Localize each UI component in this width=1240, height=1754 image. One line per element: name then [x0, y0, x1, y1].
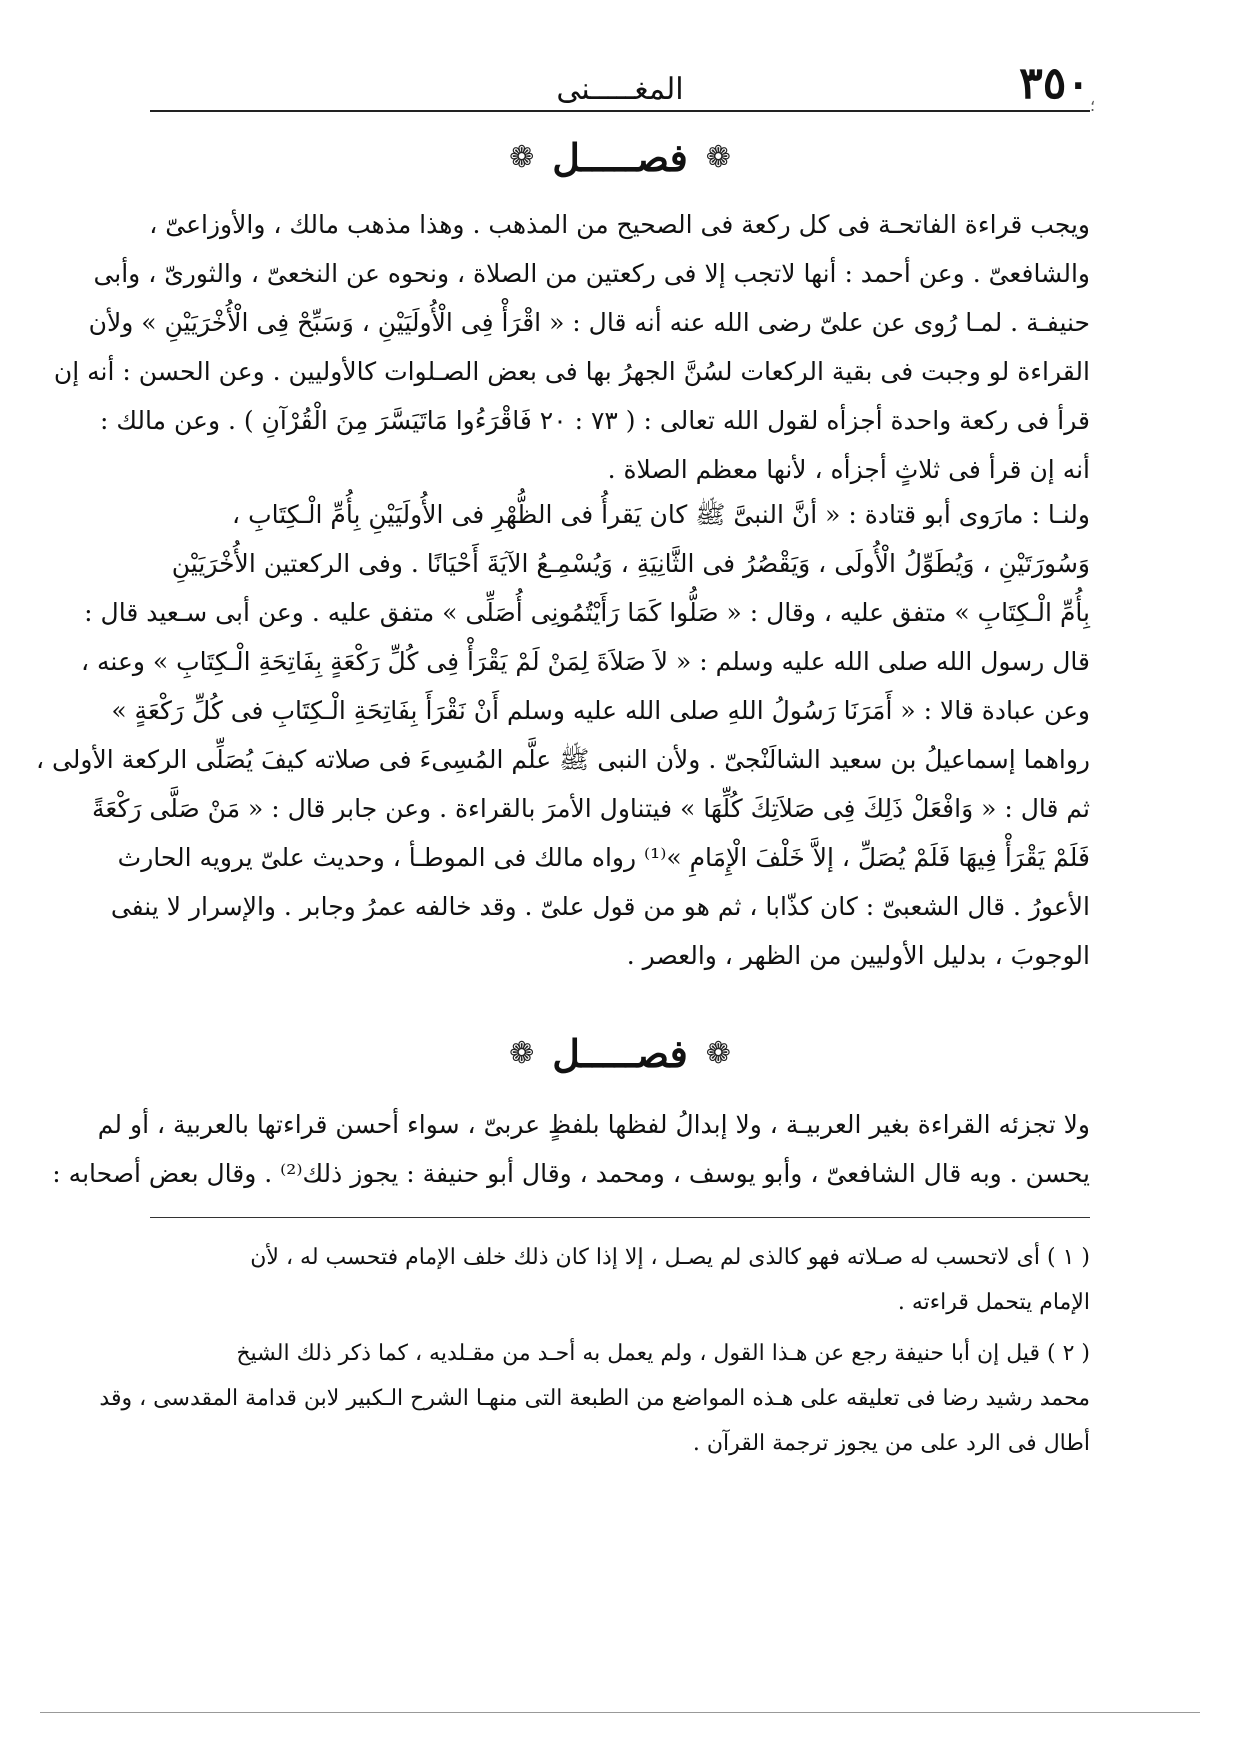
text-line: قرأ فى ركعة واحدة أجزأه لقول الله تعالى : ( ٧٣ : ٢٠ فَاقْرَءُوا مَاتَيَسَّرَ مِنَ الْقُرْآنِ ) . وعن مالك : — [99, 406, 1090, 435]
footnote-line: ( ١ ) أى لاتحسب له صـلاته فهو كالذى لم يصـل ، إلا إذا كان ذلك خلف الإمام فتحسب له ، لأن — [250, 1245, 1090, 1270]
text-line: وعن عبادة قالا : « أَمَرَنَا رَسُولُ اللهِ صلى الله عليه وسلم أَنْ نَقْرَأَ بِفَاتِحَةِ الْـكِتَابِ فى كُلِّ رَكْعَةٍ » — [111, 696, 1090, 725]
ornament-icon: ❁ — [705, 139, 731, 175]
footnote-line: ( ٢ ) قيل إن أبا حنيفة رجع عن هـذا القول ، ولم يعمل به أحـد من مقـلديه ، كما ذكر ذلك الشيخ — [236, 1341, 1090, 1366]
footnote-rule — [150, 1217, 1090, 1218]
section-heading-text: فصـــــل — [552, 134, 688, 180]
footnote-line: محمد رشيد رضا فى تعليقه على هـذه المواضع من الطبعة التى منهـا الشرح الـكبير لابن قدامة المقدسى ، وقد — [99, 1386, 1090, 1411]
text-line: يحسن . وبه قال الشافعىّ ، وأبو يوسف ، ومحمد ، وقال أبو حنيفة : يجوز ذلك⁽²⁾ . وقال بعض أصحابه : — [52, 1159, 1090, 1188]
section-heading-2 — [150, 1028, 1090, 1078]
footnotes — [99, 1235, 1090, 1466]
page-number: ٣٥٠ — [1019, 58, 1090, 109]
text-line: قال رسول الله صلى الله عليه وسلم : « لاَ صَلاَةَ لِمَنْ لَمْ يَقْرَأْ فِى كُلِّ رَكْعَةٍ بِفَاتِحَةِ الْـكِتَابِ » وعنه ، — [80, 647, 1090, 676]
text-line: الأعورُ . قال الشعبىّ : كان كذّابا ، ثم هو من قول علىّ . وقد خالفه عمرُ وجابر . والإسرار لا ينفى — [110, 892, 1090, 921]
section-heading-text: فصـــــل — [552, 1030, 688, 1076]
footnote-2 — [99, 1331, 1090, 1466]
text-line: ولا تجزئه القراءة بغير العربيـة ، ولا إبدالُ لفظها بلفظٍ عربىّ ، سواء أحسن قراءتها بالعربية ، أو لم — [97, 1110, 1090, 1139]
ornament-icon: ❁ — [509, 1035, 535, 1071]
paragraph-2 — [35, 490, 1090, 980]
text-line: ويجب قراءة الفاتحـة فى كل ركعة فى الصحيح من المذهب . وهذا مذهب مالك ، والأوزاعىّ ، — [149, 210, 1090, 239]
ornament-icon: ❁ — [509, 139, 535, 175]
footnote-1 — [150, 1235, 1090, 1325]
ornament-icon: ❁ — [705, 1035, 731, 1071]
bottom-rule — [40, 1712, 1200, 1713]
text-line: حنيفـة . لمـا رُوى عن علىّ رضى الله عنه أنه قال : « اقْرَأْ فِى الْأُولَيَيْنِ ، وَسَبِّحْ فِى الْأُخْرَيَيْنِ » ولأن — [88, 308, 1090, 337]
section-heading-1 — [150, 132, 1090, 182]
footnote-line: أطال فى الرد على من يجوز ترجمة القرآن . — [692, 1431, 1090, 1456]
text-line: القراءة لو وجبت فى بقية الركعات لسُنَّ الجهرُ بها فى بعض الصـلوات كالأوليين . وعن الحسن : أنه إن — [53, 357, 1090, 386]
text-line: ثم قال : « وَافْعَلْ ذَلِكَ فِى صَلاَتِكَ كُلِّهَا » فيتناول الأمرَ بالقراءة . وعن جابر قال : « مَنْ صَلَّى رَكْعَةً — [92, 794, 1090, 823]
text-line: أنه إن قرأ فى ثلاثٍ أجزأه ، لأنها معظم الصلاة . — [607, 455, 1090, 484]
text-line: فَلَمْ يَقْرَأْ فِيهَا فَلَمْ يُصَلِّ ، إلاَّ خَلْفَ الْإِمَامِ »⁽¹⁾ رواه مالك فى الموطـأ ، وحديث علىّ يرويه الحارث — [117, 843, 1090, 872]
footnote-line: الإمام يتحمل قراءته . — [897, 1290, 1090, 1315]
header-rule — [150, 110, 1090, 112]
corner-mark: ؛ — [1090, 96, 1096, 115]
page-header — [150, 58, 1090, 118]
text-line: رواهما إسماعيلُ بن سعيد الشالَنْجىّ . ولأن النبى ﷺ علَّم المُسِىءَ فى صلاته كيفَ يُصَلِّى الركعة الأولى ، — [35, 745, 1090, 774]
running-title: المغـــــنى — [556, 72, 684, 107]
text-line: بِأُمِّ الْـكِتَابِ » متفق عليه ، وقال : « صَلُّوا كَمَا رَأَيْتُمُونِى أُصَلِّى » متفق عليه . وعن أبى سـعيد قال : — [84, 598, 1090, 627]
text-line: الوجوبَ ، بدليل الأوليين من الظهر ، والعصر . — [626, 941, 1090, 970]
paragraph-1 — [53, 200, 1090, 494]
text-line: وَسُورَتَيْنِ ، وَيُطَوِّلُ الْأُولَى ، وَيَقْصُرُ فى الثَّانِيَةِ ، وَيُسْمِـعُ الآيَةَ أَحْيَانًا . وفى الركعتين الأُخْرَيَيْنِ — [171, 549, 1090, 578]
paragraph-3 — [52, 1100, 1090, 1198]
text-line: ولنـا : مارَوى أبو قتادة : « أنَّ النبىَّ ﷺ كان يَقرأُ فى الظُّهْرِ فى الأُولَيَيْنِ بِأُمِّ الْـكِتَابِ ، — [232, 500, 1090, 529]
text-line: والشافعىّ . وعن أحمد : أنها لاتجب إلا فى ركعتين من الصلاة ، ونحوه عن النخعىّ ، والثورىّ ، وأبى — [93, 259, 1090, 288]
